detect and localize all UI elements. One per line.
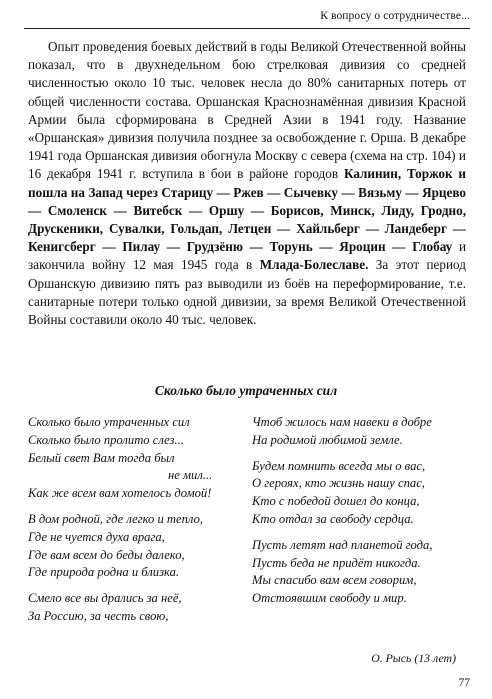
poem-line: Где природа родна и близка. [28,565,180,580]
poem-line: Смело все вы дрались за неё, [28,591,182,606]
poem-line: Сколько было пролито слез... [28,432,184,447]
paragraph-text: За этот период Оршанскую дивизию пять раз выводили из боёв на переформирование, т.е. санитарные потери только одной дивизии, за время Великой Отечественной Войны составили около 40 тыс. человек. [28,257,466,328]
poem-left-column [28,414,238,634]
poem-stanza [28,414,238,503]
poem-line: Мы спасибо вам всем говорим, [252,573,417,588]
body-paragraph [28,38,466,329]
poem-line: Где не чуется духа врага, [28,529,165,544]
poem-line: О героях, кто жизнь нашу спас, [252,476,425,491]
poem-stanza [28,511,238,582]
poem-line: На родимой любимой земле. [252,432,403,447]
paragraph-text: Опыт проведения боевых действий в годы Великой Отечественной войны показал, что в двухнедельном бою стрелковая дивизия со средней численностью около 10 тыс. человек несла до 80% санитарных потерь от общей численности состава. Оршанская Краснознамённая дивизия Красной Армии была сформирована в Средней Азии в 1941 году. Название «Оршанская» дивизия получила позднее за освобождение г. Орша. В декабре 1941 года Оршанская дивизия обогнула Москву с севера (схема на стр. 104) и 16 декабря 1941 г. вступила в бои в районе городов [28,39,466,182]
poem-line: Будем помнить всегда мы о вас, [252,458,426,473]
poem-stanza [252,458,472,529]
poem-line: Пусть беда не придёт никогда. [252,555,421,570]
poem-line: Отстоявшим свободу и мир. [252,591,407,606]
poem-line: Сколько было утраченных сил [28,415,190,429]
poem-stanza [252,414,472,450]
poem-line: В дом родной, где легко и тепло, [28,511,204,526]
poem-line: Где вам всем до беды далеко, [28,547,185,562]
poem-line: За Россию, за честь свою, [28,608,169,623]
page-number: 77 [458,677,470,689]
poem-line: Как же всем вам хотелось домой! [28,486,212,501]
poem-line: Чтоб жилось нам навеки в добре [252,415,432,429]
bold-route-text: Калинин, Торжок и пошла на Запад через Старицу — Ржев — Сычевку — Вязьму — Ярцево — Смоленск — Витебск — Оршу — Борисов, Минск, Лиду, Гродно, Друскеники, Сувалки, Гольдап, Летцен — Хайльберг — Ландеберг — Кенигсберг — Пилау — Грудзёню — Торунь — Яроцин — Глобау [28,166,466,255]
poem-title: Сколько было утраченных сил [154,383,338,398]
poem-stanza [252,537,472,608]
poem-line: Кто с победой дошел до конца, [252,494,420,509]
poem-line: Пусть летят над планетой года, [252,537,433,552]
poem-stanza [28,590,238,626]
paragraph-text: и закончила войну 12 мая 1945 года в [28,239,467,273]
poem-line: Кто отдал за свободу сердца. [252,511,414,526]
poem-author: О. Рысь (13 лет) [371,651,456,665]
header-rule [24,28,470,29]
main-text [28,38,466,329]
poem-line: Белый свет Вам тогда был [28,450,175,465]
poem-line: не мил... [168,468,213,483]
running-header: К вопросу о сотрудничестве... [320,10,470,22]
bold-route-text: Млада-Болеславе. [259,257,369,273]
poem-right-column [252,414,472,616]
